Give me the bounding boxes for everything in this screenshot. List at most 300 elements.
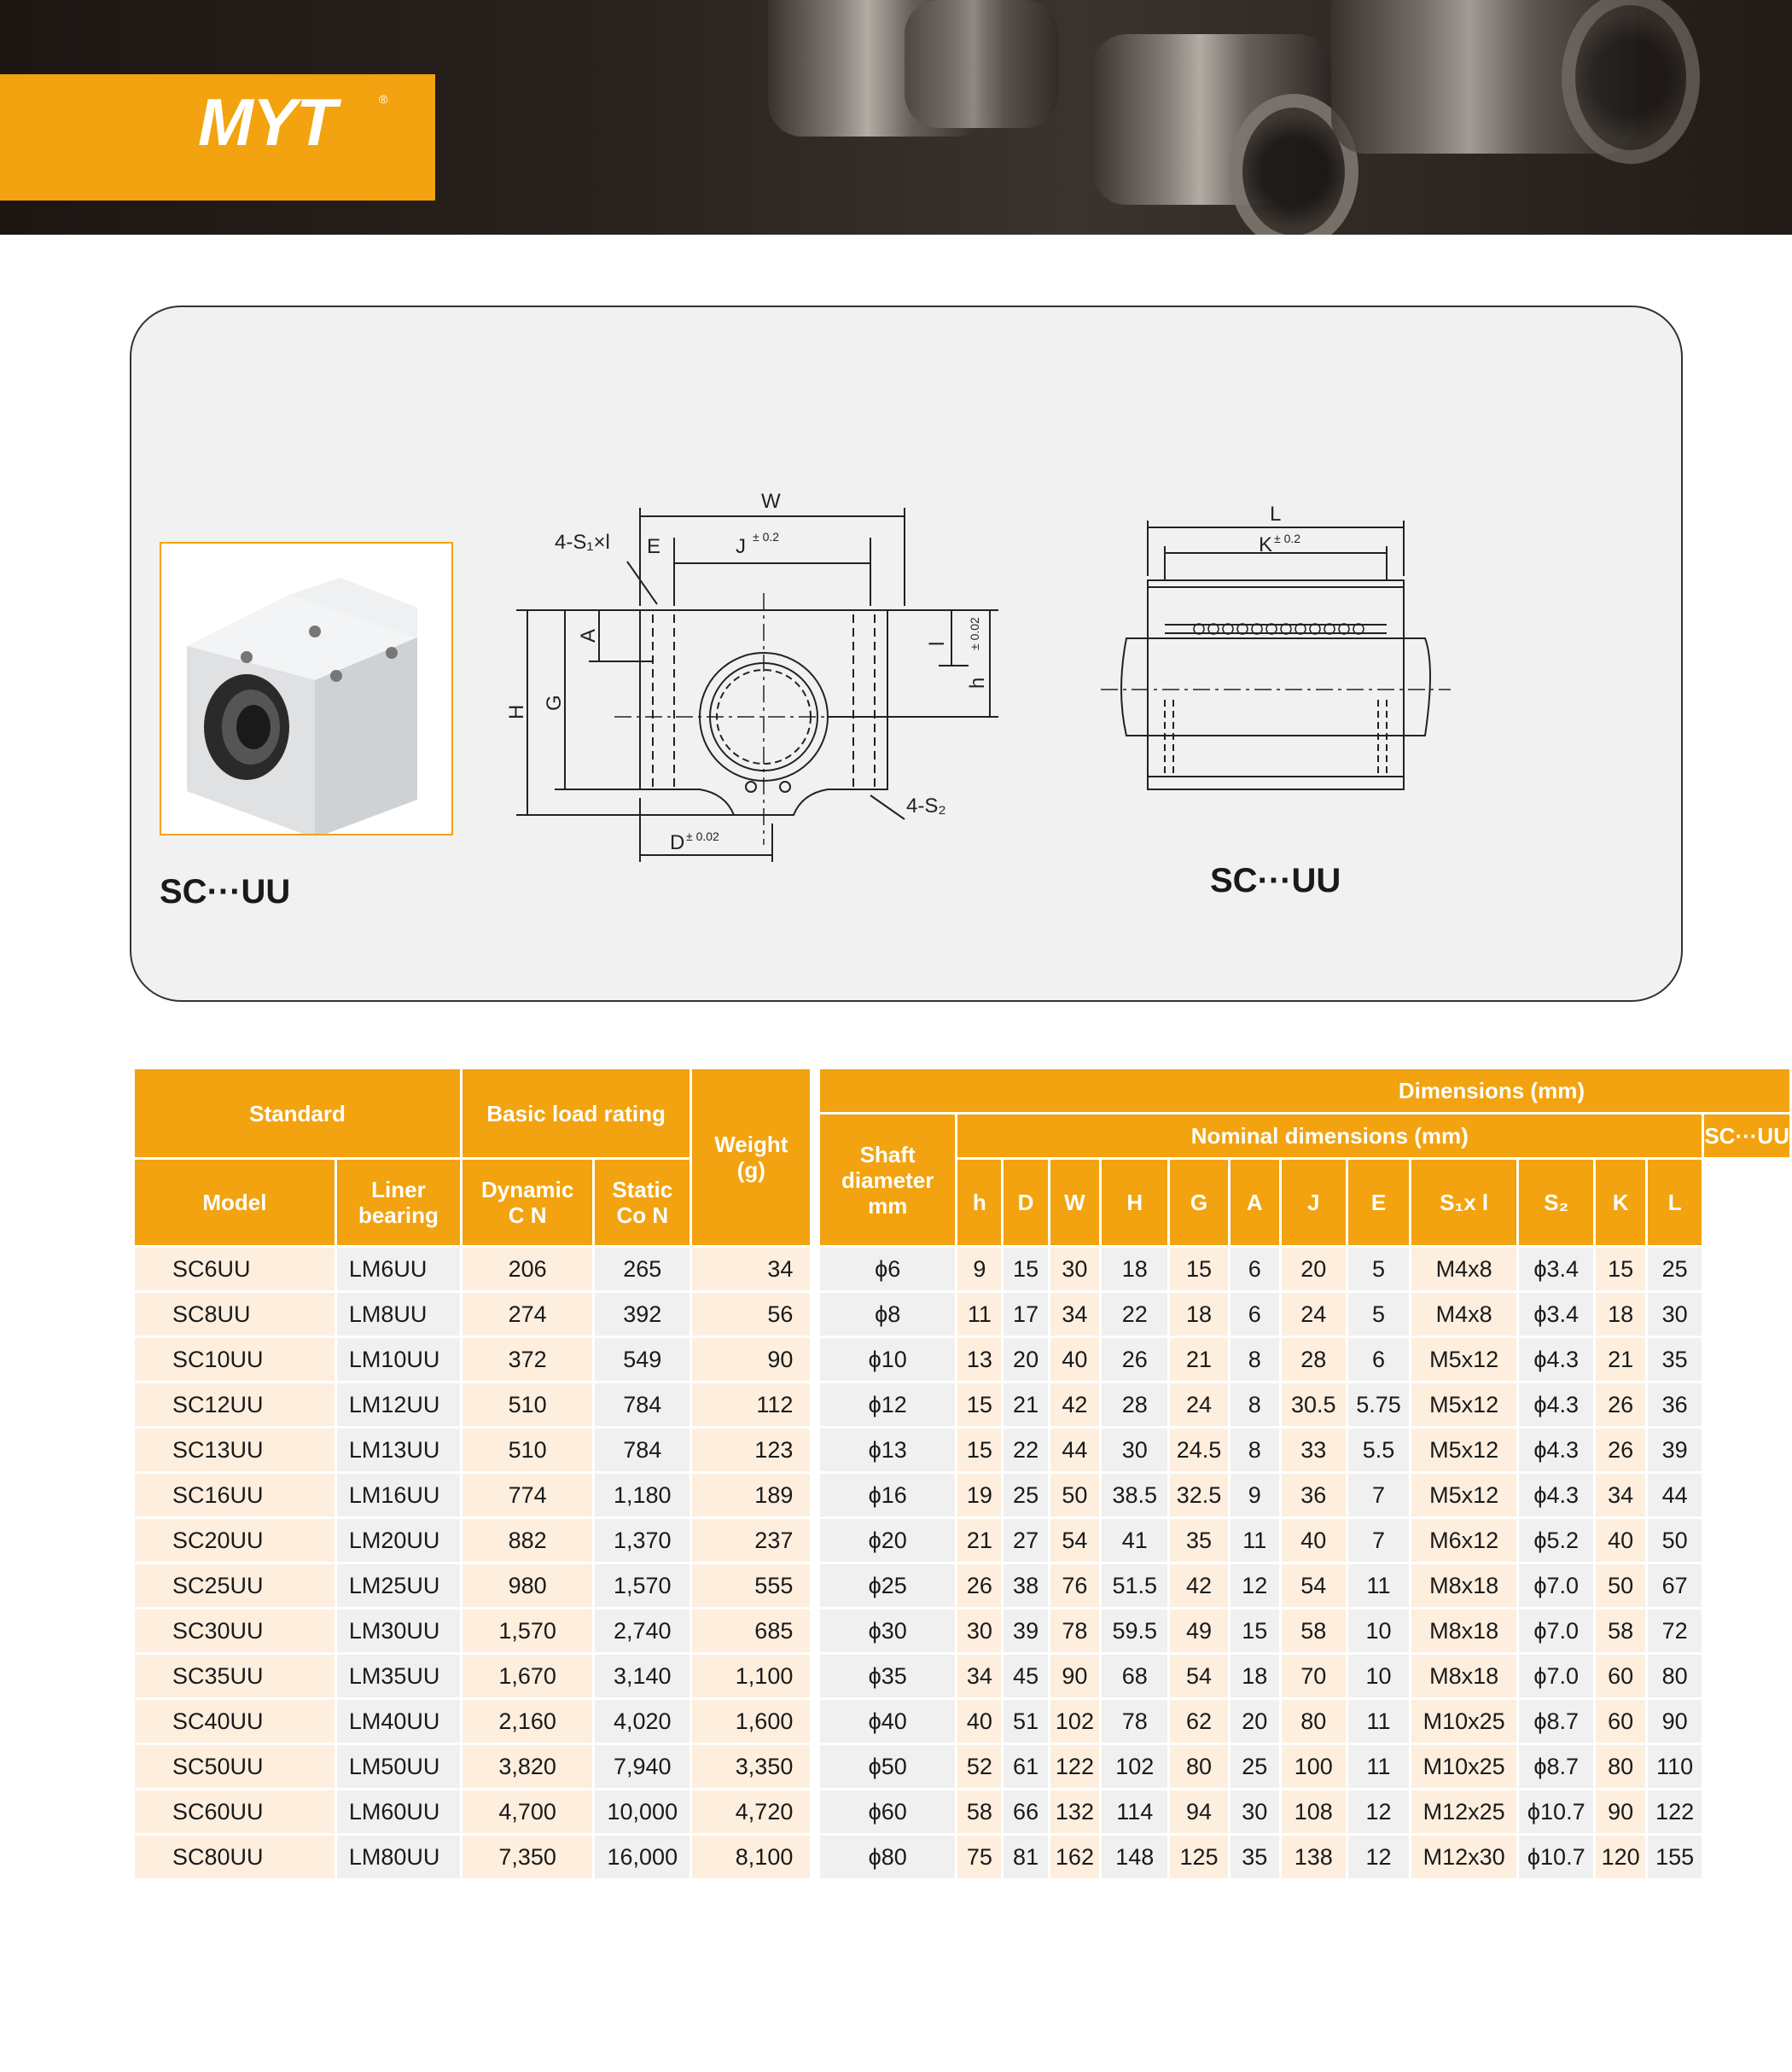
table-cell: 45 [1004, 1655, 1047, 1697]
table-cell: 42 [1170, 1564, 1227, 1607]
table-cell: ϕ13 [820, 1429, 955, 1471]
label-K: K [1259, 533, 1273, 556]
label-S2: 4-S₂ [906, 794, 946, 818]
table-cell: 8 [1231, 1383, 1279, 1426]
table-cell: 1,600 [692, 1700, 810, 1743]
header-A: A [1231, 1160, 1279, 1245]
table-cell: 40 [957, 1700, 1001, 1743]
header-S1l: S₁x l [1411, 1160, 1516, 1245]
table-cell: ϕ10 [820, 1338, 955, 1381]
table-cell: 15 [957, 1429, 1001, 1471]
table-cell: 52 [957, 1745, 1001, 1788]
header-H: H [1102, 1160, 1167, 1245]
table-cell: 50 [1596, 1564, 1645, 1607]
gap [812, 1338, 817, 1381]
table-cell: 54 [1050, 1519, 1100, 1562]
table-cell: 51.5 [1102, 1564, 1167, 1607]
label-D-tolerance: ± 0.02 [686, 829, 719, 843]
table-cell: LM40UU [337, 1700, 460, 1743]
table-cell: 1,570 [463, 1609, 592, 1652]
table-cell: LM35UU [337, 1655, 460, 1697]
table-cell: 54 [1282, 1564, 1346, 1607]
table-cell: 20 [1231, 1700, 1279, 1743]
header-K: K [1596, 1160, 1645, 1245]
table-cell: SC20UU [135, 1519, 335, 1562]
table-cell: 67 [1648, 1564, 1702, 1607]
table-cell: 80 [1282, 1700, 1346, 1743]
header-dynamic: Dynamic C N [463, 1160, 592, 1245]
table-cell: 392 [595, 1293, 689, 1336]
table-cell: LM50UU [337, 1745, 460, 1788]
table-cell: 15 [1596, 1248, 1645, 1290]
gap [812, 1564, 817, 1607]
label-W: W [761, 490, 781, 513]
gap [812, 1293, 817, 1336]
table-cell: 30.5 [1282, 1383, 1346, 1426]
table-cell: 265 [595, 1248, 689, 1290]
table-cell: 49 [1170, 1609, 1227, 1652]
table-cell: ϕ40 [820, 1700, 955, 1743]
table-row [135, 1248, 1789, 1290]
table-cell: 5.75 [1348, 1383, 1409, 1426]
table-cell: 1,100 [692, 1655, 810, 1697]
table-cell: 54 [1170, 1655, 1227, 1697]
table-cell: 61 [1004, 1745, 1047, 1788]
table-cell: 510 [463, 1429, 592, 1471]
table-cell: 80 [1648, 1655, 1702, 1697]
table-cell: ϕ25 [820, 1564, 955, 1607]
table-cell: 28 [1282, 1338, 1346, 1381]
table-cell: 75 [957, 1836, 1001, 1878]
gap [812, 1474, 817, 1516]
table-cell: SC12UU [135, 1383, 335, 1426]
table-cell: 6 [1348, 1338, 1409, 1381]
specification-table [132, 1067, 1792, 1881]
table-cell: 25 [1231, 1745, 1279, 1788]
table-cell: 162 [1050, 1836, 1100, 1878]
table-row [135, 1564, 1789, 1607]
table-cell: 30 [1231, 1790, 1279, 1833]
table-cell: ϕ3.4 [1519, 1248, 1593, 1290]
gap [812, 1248, 817, 1290]
left-caption: SC···UU [160, 873, 291, 911]
table-cell: 510 [463, 1383, 592, 1426]
table-cell: 78 [1050, 1609, 1100, 1652]
table-cell: 4,720 [692, 1790, 810, 1833]
gap [812, 1836, 817, 1878]
table-cell: 25 [1004, 1474, 1047, 1516]
table-cell: ϕ12 [820, 1383, 955, 1426]
header-standard: Standard [135, 1069, 460, 1157]
table-cell: 27 [1004, 1519, 1047, 1562]
table-cell: 21 [957, 1519, 1001, 1562]
table-cell: ϕ80 [820, 1836, 955, 1878]
table-row [135, 1790, 1789, 1833]
header-J: J [1282, 1160, 1346, 1245]
table-cell: 58 [957, 1790, 1001, 1833]
table-row [135, 1655, 1789, 1697]
header-basic-load: Basic load rating [463, 1069, 689, 1157]
table-cell: ϕ30 [820, 1609, 955, 1652]
table-cell: 35 [1231, 1836, 1279, 1878]
table-cell: 122 [1648, 1790, 1702, 1833]
table-cell: M4x8 [1411, 1248, 1516, 1290]
table-cell: ϕ7.0 [1519, 1564, 1593, 1607]
gap [812, 1069, 817, 1245]
table-cell: ϕ35 [820, 1655, 955, 1697]
table-cell: 12 [1348, 1790, 1409, 1833]
table-cell: 11 [957, 1293, 1001, 1336]
table-row [135, 1609, 1789, 1652]
table-cell: 28 [1102, 1383, 1167, 1426]
table-cell: 549 [595, 1338, 689, 1381]
table-cell: LM8UU [337, 1293, 460, 1336]
table-cell: 18 [1596, 1293, 1645, 1336]
table-cell: 3,820 [463, 1745, 592, 1788]
table-cell: 35 [1170, 1519, 1227, 1562]
table-cell: ϕ8 [820, 1293, 955, 1336]
label-h-tolerance: ± 0.02 [968, 617, 981, 650]
table-cell: 2,160 [463, 1700, 592, 1743]
table-cell: 38 [1004, 1564, 1047, 1607]
table-cell: 112 [692, 1383, 810, 1426]
table-cell: LM6UU [337, 1248, 460, 1290]
table-cell: 882 [463, 1519, 592, 1562]
table-cell: 25 [1648, 1248, 1702, 1290]
table-cell: 60 [1596, 1700, 1645, 1743]
label-J-tolerance: ± 0.2 [753, 530, 780, 544]
banner-bearing-image [905, 0, 1058, 128]
table-cell: 9 [957, 1248, 1001, 1290]
table-cell: M6x12 [1411, 1519, 1516, 1562]
table-cell: 51 [1004, 1700, 1047, 1743]
table-cell: 15 [1170, 1248, 1227, 1290]
table-cell: 26 [957, 1564, 1001, 1607]
table-cell: ϕ50 [820, 1745, 955, 1788]
table-cell: LM20UU [337, 1519, 460, 1562]
table-cell: 22 [1102, 1293, 1167, 1336]
table-cell: 33 [1282, 1429, 1346, 1471]
table-cell: 68 [1102, 1655, 1167, 1697]
table-body [135, 1248, 1789, 1878]
side-view-drawing [1101, 495, 1459, 802]
table-cell: ϕ5.2 [1519, 1519, 1593, 1562]
table-cell: ϕ10.7 [1519, 1790, 1593, 1833]
table-cell: 90 [1648, 1700, 1702, 1743]
table-cell: SC60UU [135, 1790, 335, 1833]
table-cell: 34 [1596, 1474, 1645, 1516]
table-cell: 20 [1004, 1338, 1047, 1381]
table-cell: 36 [1282, 1474, 1346, 1516]
label-L: L [1270, 503, 1282, 526]
table-cell: SC50UU [135, 1745, 335, 1788]
header-E: E [1348, 1160, 1409, 1245]
table-cell: 26 [1596, 1383, 1645, 1426]
table-cell: 22 [1004, 1429, 1047, 1471]
label-h: h [966, 677, 989, 689]
table-cell: 35 [1648, 1338, 1702, 1381]
table-cell: 21 [1596, 1338, 1645, 1381]
header-L: L [1648, 1160, 1702, 1245]
table-cell: 30 [1648, 1293, 1702, 1336]
table-cell: 4,700 [463, 1790, 592, 1833]
table-cell: ϕ7.0 [1519, 1655, 1593, 1697]
table-cell: 30 [957, 1609, 1001, 1652]
table-cell: M10x25 [1411, 1745, 1516, 1788]
table-cell: 18 [1231, 1655, 1279, 1697]
table-cell: 102 [1102, 1745, 1167, 1788]
table-cell: 15 [1231, 1609, 1279, 1652]
table-row [135, 1429, 1789, 1471]
table-cell: 8 [1231, 1429, 1279, 1471]
table-cell: 9 [1231, 1474, 1279, 1516]
table-cell: 100 [1282, 1745, 1346, 1788]
table-cell: ϕ10.7 [1519, 1836, 1593, 1878]
front-view-drawing [503, 486, 1015, 879]
table-cell: 1,180 [595, 1474, 689, 1516]
table-cell: ϕ16 [820, 1474, 955, 1516]
table-cell: 24 [1170, 1383, 1227, 1426]
header-shaft: Shaft diameter mm [820, 1115, 955, 1245]
table-cell: 555 [692, 1564, 810, 1607]
table-cell: LM10UU [337, 1338, 460, 1381]
table-cell: 18 [1170, 1293, 1227, 1336]
table-cell: 56 [692, 1293, 810, 1336]
table-cell: 80 [1170, 1745, 1227, 1788]
table-cell: ϕ6 [820, 1248, 955, 1290]
table-cell: 12 [1348, 1836, 1409, 1878]
table-cell: SC80UU [135, 1836, 335, 1878]
table-cell: 7,940 [595, 1745, 689, 1788]
table-row [135, 1745, 1789, 1788]
table-cell: LM60UU [337, 1790, 460, 1833]
table-cell: 59.5 [1102, 1609, 1167, 1652]
table-cell: 19 [957, 1474, 1001, 1516]
table-cell: M5x12 [1411, 1338, 1516, 1381]
header-liner: Liner bearing [337, 1160, 460, 1245]
table-cell: M4x8 [1411, 1293, 1516, 1336]
table-cell: 5.5 [1348, 1429, 1409, 1471]
table-cell: LM25UU [337, 1564, 460, 1607]
registered-mark: ® [379, 92, 388, 106]
table-cell: 8 [1231, 1338, 1279, 1381]
table-cell: 21 [1170, 1338, 1227, 1381]
table-cell: 138 [1282, 1836, 1346, 1878]
table-cell: M5x12 [1411, 1429, 1516, 1471]
table-cell: 15 [1004, 1248, 1047, 1290]
table-cell: 26 [1596, 1429, 1645, 1471]
table-cell: LM12UU [337, 1383, 460, 1426]
table-cell: 41 [1102, 1519, 1167, 1562]
table-cell: 3,350 [692, 1745, 810, 1788]
table-cell: 90 [692, 1338, 810, 1381]
gap [812, 1609, 817, 1652]
table-cell: 81 [1004, 1836, 1047, 1878]
table-cell: 20 [1282, 1248, 1346, 1290]
table-cell: ϕ4.3 [1519, 1338, 1593, 1381]
table-cell: 26 [1102, 1338, 1167, 1381]
table-cell: 148 [1102, 1836, 1167, 1878]
table-cell: 17 [1004, 1293, 1047, 1336]
table-cell: 15 [957, 1383, 1001, 1426]
table-cell: SC30UU [135, 1609, 335, 1652]
table-row [135, 1383, 1789, 1426]
table-cell: 8,100 [692, 1836, 810, 1878]
table-cell: ϕ20 [820, 1519, 955, 1562]
gap [812, 1655, 817, 1697]
table-cell: 39 [1004, 1609, 1047, 1652]
table-cell: 5 [1348, 1293, 1409, 1336]
table-cell: 1,370 [595, 1519, 689, 1562]
table-cell: 11 [1348, 1564, 1409, 1607]
table-cell: 132 [1050, 1790, 1100, 1833]
table-cell: SC10UU [135, 1338, 335, 1381]
table-cell: ϕ3.4 [1519, 1293, 1593, 1336]
table-cell: 274 [463, 1293, 592, 1336]
table-row [135, 1474, 1789, 1516]
product-photo [160, 542, 453, 835]
header-model: Model [135, 1160, 335, 1245]
table-cell: 189 [692, 1474, 810, 1516]
table-cell: 123 [692, 1429, 810, 1471]
table-row [135, 1836, 1789, 1878]
header-W: W [1050, 1160, 1100, 1245]
table-cell: 40 [1596, 1519, 1645, 1562]
table-row [135, 1338, 1789, 1381]
label-A: A [577, 628, 600, 643]
table-cell: 70 [1282, 1655, 1346, 1697]
table-cell: 34 [957, 1655, 1001, 1697]
table-cell: 90 [1050, 1655, 1100, 1697]
table-cell: 39 [1648, 1429, 1702, 1471]
table-cell: 44 [1050, 1429, 1100, 1471]
table-cell: 7,350 [463, 1836, 592, 1878]
brand-logo: MYT [198, 84, 336, 160]
table-cell: 3,140 [595, 1655, 689, 1697]
table-cell: SC25UU [135, 1564, 335, 1607]
table-cell: 2,740 [595, 1609, 689, 1652]
table-cell: M5x12 [1411, 1383, 1516, 1426]
table-cell: ϕ4.3 [1519, 1474, 1593, 1516]
table-cell: 94 [1170, 1790, 1227, 1833]
table-row [135, 1519, 1789, 1562]
table-cell: 685 [692, 1609, 810, 1652]
table-cell: 58 [1282, 1609, 1346, 1652]
table-cell: M12x25 [1411, 1790, 1516, 1833]
table-cell: 6 [1231, 1248, 1279, 1290]
table-cell: 11 [1348, 1700, 1409, 1743]
header-nominal: Nominal dimensions (mm) [957, 1115, 1702, 1157]
table-cell: 24.5 [1170, 1429, 1227, 1471]
right-caption: SC···UU [1210, 862, 1341, 899]
table-cell: M5x12 [1411, 1474, 1516, 1516]
table-cell: 78 [1102, 1700, 1167, 1743]
table-cell: 80 [1596, 1745, 1645, 1788]
table-cell: 76 [1050, 1564, 1100, 1607]
label-J: J [736, 535, 746, 558]
table-cell: 34 [692, 1248, 810, 1290]
table-cell: 32.5 [1170, 1474, 1227, 1516]
table-cell: 206 [463, 1248, 592, 1290]
table-cell: 237 [692, 1519, 810, 1562]
table-cell: 42 [1050, 1383, 1100, 1426]
header-dimensions: Dimensions (mm) [820, 1069, 1789, 1112]
table-cell: 21 [1004, 1383, 1047, 1426]
table-cell: ϕ8.7 [1519, 1700, 1593, 1743]
table-cell: 11 [1231, 1519, 1279, 1562]
table-cell: 372 [463, 1338, 592, 1381]
gap [812, 1745, 817, 1788]
table-cell: M8x18 [1411, 1655, 1516, 1697]
table-cell: M8x18 [1411, 1564, 1516, 1607]
table-cell: 6 [1231, 1293, 1279, 1336]
table-cell: 122 [1050, 1745, 1100, 1788]
table-cell: M8x18 [1411, 1609, 1516, 1652]
table-cell: 774 [463, 1474, 592, 1516]
table-cell: 10,000 [595, 1790, 689, 1833]
table-cell: 58 [1596, 1609, 1645, 1652]
table-cell: 1,570 [595, 1564, 689, 1607]
table-cell: 11 [1348, 1745, 1409, 1788]
table-cell: LM80UU [337, 1836, 460, 1878]
table-cell: ϕ7.0 [1519, 1609, 1593, 1652]
header-h: h [957, 1160, 1001, 1245]
table-cell: 34 [1050, 1293, 1100, 1336]
table-cell: 24 [1282, 1293, 1346, 1336]
label-l: l [926, 641, 949, 646]
label-H: H [505, 704, 528, 719]
table-cell: M12x30 [1411, 1836, 1516, 1878]
table-cell: 110 [1648, 1745, 1702, 1788]
table-cell: 16,000 [595, 1836, 689, 1878]
table-cell: 60 [1596, 1655, 1645, 1697]
table-cell: 784 [595, 1383, 689, 1426]
table-cell: 4,020 [595, 1700, 689, 1743]
header-weight: Weight (g) [692, 1069, 810, 1245]
header-S2: S₂ [1519, 1160, 1593, 1245]
header-static: Static Co N [595, 1160, 689, 1245]
table-cell: 30 [1050, 1248, 1100, 1290]
table-cell: SC40UU [135, 1700, 335, 1743]
gap [812, 1519, 817, 1562]
table-cell: 44 [1648, 1474, 1702, 1516]
table-cell: 155 [1648, 1836, 1702, 1878]
header-G: G [1170, 1160, 1227, 1245]
table-cell: 108 [1282, 1790, 1346, 1833]
table-cell: 10 [1348, 1655, 1409, 1697]
table-cell: 66 [1004, 1790, 1047, 1833]
label-E: E [647, 535, 661, 558]
table-cell: ϕ4.3 [1519, 1383, 1593, 1426]
table-cell: 30 [1102, 1429, 1167, 1471]
table-cell: 5 [1348, 1248, 1409, 1290]
table-cell: 13 [957, 1338, 1001, 1381]
table-cell: ϕ8.7 [1519, 1745, 1593, 1788]
table-cell: LM16UU [337, 1474, 460, 1516]
table-cell: 40 [1050, 1338, 1100, 1381]
table-cell: 114 [1102, 1790, 1167, 1833]
table-cell: 102 [1050, 1700, 1100, 1743]
table-cell: 36 [1648, 1383, 1702, 1426]
header-D: D [1004, 1160, 1047, 1245]
table-cell: 50 [1648, 1519, 1702, 1562]
table-cell: SC8UU [135, 1293, 335, 1336]
table-cell: 7 [1348, 1474, 1409, 1516]
table-row [135, 1700, 1789, 1743]
table-cell: ϕ4.3 [1519, 1429, 1593, 1471]
table-cell: 1,670 [463, 1655, 592, 1697]
table-cell: 50 [1050, 1474, 1100, 1516]
